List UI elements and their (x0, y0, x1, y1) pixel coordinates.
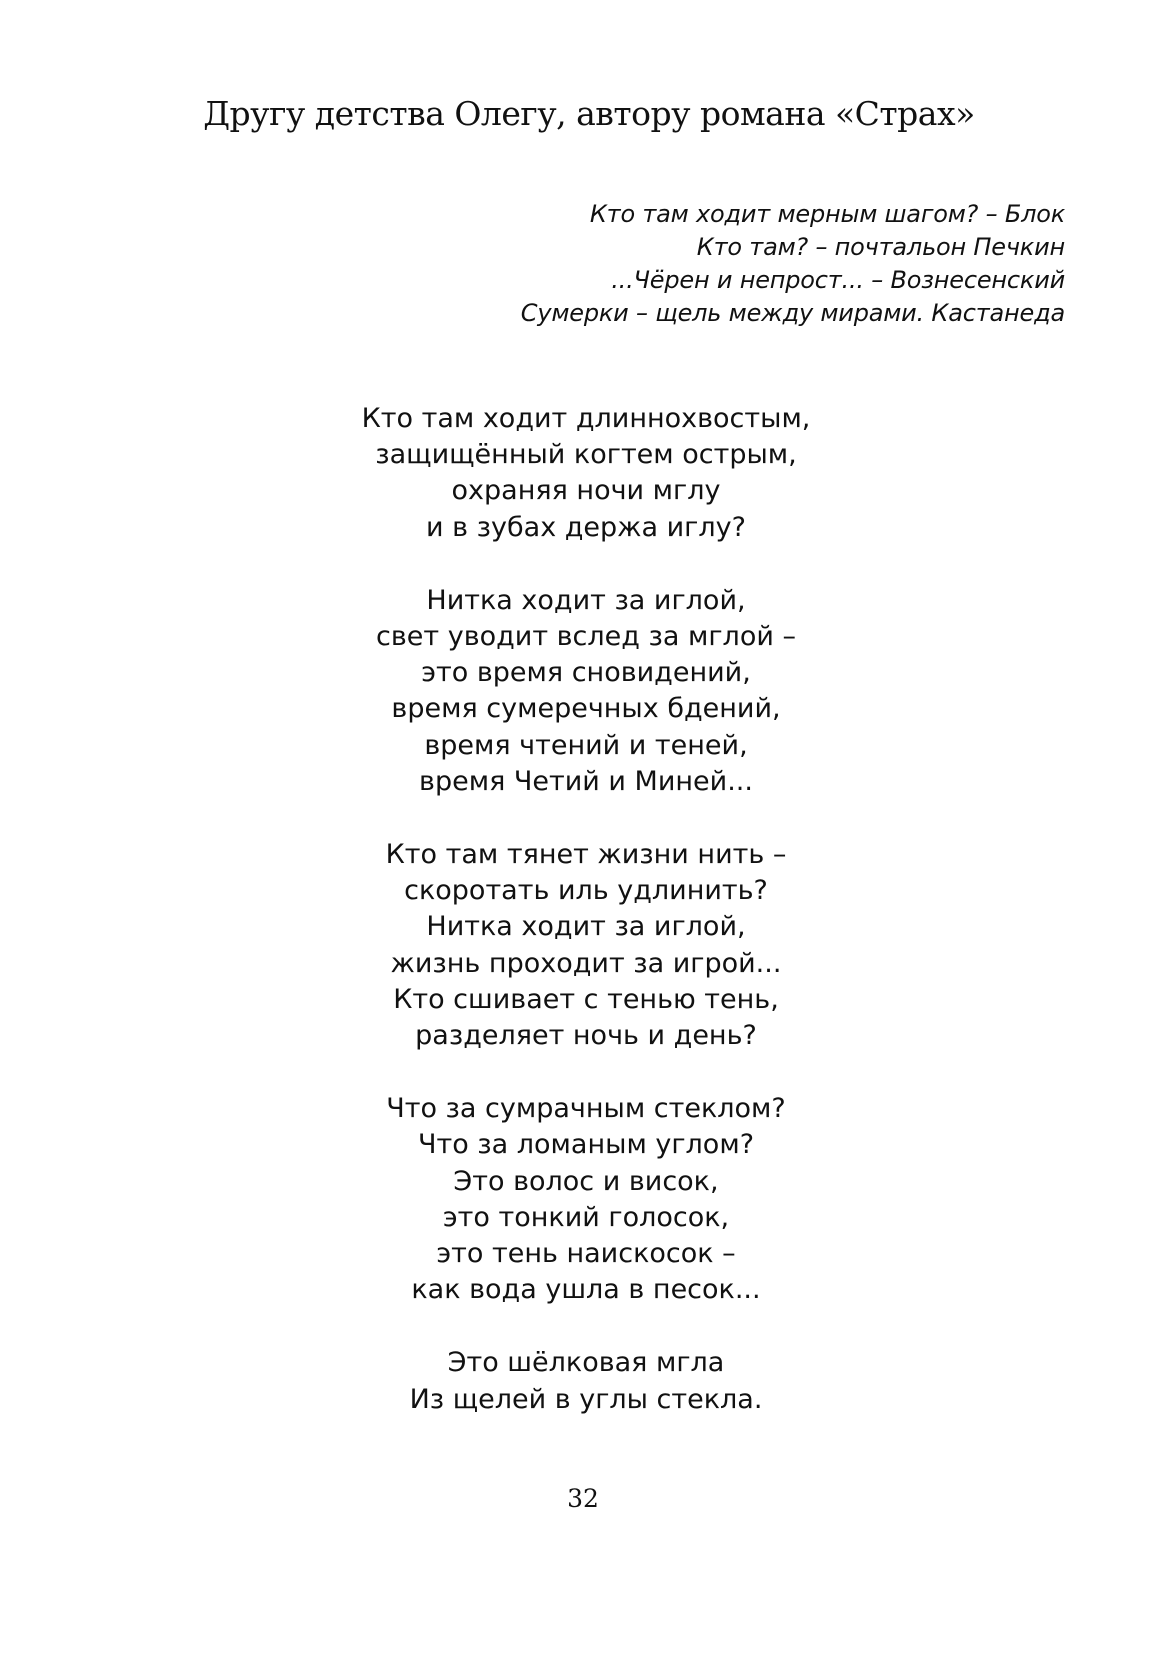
poem-line: это тонкий голосок, (442, 1201, 730, 1233)
poem-line: время чтений и теней, (424, 729, 748, 761)
stanza-4 (6, 1091, 1166, 1308)
epigraph-line: Кто там? – почтальон Печкин (696, 233, 1065, 261)
poem-title: Другу детства Олегу, автору романа «Страх» (203, 94, 975, 133)
poem-line: Нитка ходит за иглой, (426, 911, 746, 943)
poem-line: это время сновидений, (421, 657, 751, 689)
stanza-5 (6, 1345, 1166, 1417)
poem-line: Из щелей в углы стекла. (409, 1383, 763, 1415)
poem-line: Что за сумрачным стеклом? (386, 1093, 786, 1125)
epigraph (265, 198, 1065, 330)
poem-line: время Четий и Миней... (419, 765, 753, 797)
poem-line: разделяет ночь и день? (415, 1020, 757, 1052)
poem-line: жизнь проходит за игрой... (390, 947, 782, 979)
poem-line: это тень наискосок – (436, 1238, 736, 1270)
stanza-2 (6, 583, 1166, 800)
stanza-1 (6, 401, 1166, 546)
poem-line: и в зубах держа иглу? (426, 511, 746, 543)
poem-line: как вода ушла в песок... (411, 1274, 761, 1306)
epigraph-line: Кто там ходит мерным шагом? – Блок (589, 200, 1065, 228)
poem-line: Кто сшивает с тенью тень, (393, 983, 779, 1015)
poem-line: охраняя ночи мглу (451, 475, 721, 507)
epigraph-line: ...Чёрен и непрост... – Вознесенский (611, 266, 1065, 294)
epigraph-line: Сумерки – щель между мирами. Кастанеда (520, 299, 1065, 327)
poem-line: Кто там ходит длиннохвостым, (361, 403, 811, 434)
poem-line: Кто там тянет жизни нить – (385, 839, 787, 871)
poem-line: Нитка ходит за иглой, (426, 584, 746, 616)
poem-line: время сумеречных бдений, (391, 693, 781, 725)
poem-line: Что за ломаным углом? (417, 1129, 755, 1161)
poem-line: защищённый когтем острым, (375, 439, 797, 471)
poem-line: Это шёлковая мгла (447, 1347, 725, 1379)
page-number: 32 (567, 1484, 599, 1513)
stanza-3 (6, 837, 1166, 1054)
poem-line: свет уводит вслед за мглой – (376, 621, 796, 653)
poem-line: Это волос и висок, (453, 1165, 719, 1197)
poem-line: скоротать иль удлинить? (404, 875, 768, 907)
poem-body (0, 401, 1166, 1455)
